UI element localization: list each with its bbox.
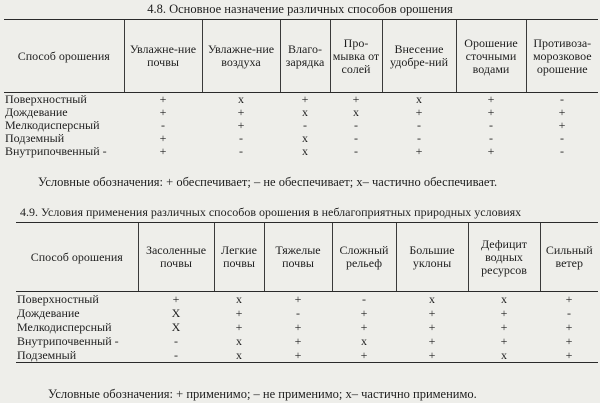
- table-cell: x: [238, 92, 244, 106]
- table-cell: +: [360, 319, 368, 334]
- column-header: Увлажне-ние воздуха: [202, 20, 280, 93]
- table-cell: +: [301, 92, 309, 106]
- table-cell: -: [239, 144, 243, 158]
- table-cell: +: [264, 348, 332, 363]
- table-1-header-row: [4, 20, 598, 93]
- method-name-cell: Внутрипочвенный -: [5, 144, 107, 158]
- table-cell: +: [237, 118, 245, 132]
- table-cell: +: [159, 92, 167, 106]
- method-name-cell: Подземный: [16, 348, 138, 363]
- column-header: Дефицит водных ресурсов: [468, 223, 540, 292]
- table-row: [16, 306, 598, 320]
- table-cell: -: [138, 348, 214, 363]
- table-cell: +: [428, 333, 436, 348]
- table-cell: +: [558, 105, 566, 119]
- table-cell: +: [500, 333, 508, 348]
- table-cell: +: [565, 333, 573, 348]
- table-cell: -: [417, 118, 421, 132]
- table-cell: x: [214, 348, 264, 363]
- irrigation-purpose-table: [4, 19, 598, 158]
- table-cell: +: [294, 319, 302, 334]
- table-cell: x: [302, 144, 308, 158]
- column-header: Орошение сточными водами: [456, 20, 526, 93]
- table-cell: +: [487, 92, 495, 106]
- method-name-cell: Мелкодисперсный: [17, 319, 112, 334]
- method-name-cell: Внутрипочвенный -: [17, 333, 119, 348]
- irrigation-conditions-table: [16, 222, 598, 363]
- table-cell: +: [159, 131, 167, 145]
- table-cell: x: [236, 333, 242, 348]
- table-row: [4, 145, 598, 158]
- table-cell: -: [489, 131, 493, 145]
- column-header: Легкие почвы: [214, 223, 264, 292]
- column-header: Влаго-зарядка: [280, 20, 330, 93]
- table-cell: +: [428, 319, 436, 334]
- column-header: Засоленные почвы: [138, 223, 214, 292]
- table-cell: +: [352, 92, 360, 106]
- table-cell: +: [159, 144, 167, 158]
- table-cell: x: [236, 291, 242, 306]
- method-name-cell: Поверхностный: [5, 92, 87, 106]
- table-cell: +: [565, 319, 573, 334]
- table-row: [4, 119, 598, 132]
- column-header: Способ орошения: [4, 20, 124, 93]
- table-cell: +: [294, 291, 302, 306]
- table-cell: x: [361, 333, 367, 348]
- table-cell: +: [415, 105, 423, 119]
- table-2-header-row: [16, 223, 598, 292]
- table-cell: x: [302, 131, 308, 145]
- method-name-cell: Поверхностный: [17, 291, 99, 306]
- table-cell: +: [565, 291, 573, 306]
- method-name-cell: Подземный: [5, 131, 65, 145]
- table-cell: +: [172, 291, 180, 306]
- table-2-title: 4.9. Условия применения различных способов орошения в неблагоприятных природных условиях: [20, 205, 522, 219]
- column-header: Сильный ветер: [540, 223, 598, 292]
- table-cell: -: [567, 305, 571, 320]
- table-cell: -: [560, 131, 564, 145]
- table-cell: -: [354, 144, 358, 158]
- table-row: [4, 93, 598, 107]
- method-name-cell: Дождевание: [5, 105, 68, 119]
- table-cell: -: [174, 333, 178, 348]
- table-cell: +: [159, 105, 167, 119]
- table-cell: +: [237, 105, 245, 119]
- table-cell: +: [487, 144, 495, 158]
- column-header: Сложный рельеф: [332, 223, 396, 292]
- table-cell: +: [540, 348, 598, 363]
- table-cell: +: [487, 105, 495, 119]
- table-1-title: 4.8. Основное назначение различных способов орошения: [147, 2, 453, 16]
- table-cell: +: [332, 348, 396, 363]
- table-cell: +: [235, 319, 243, 334]
- table-cell: x: [468, 348, 540, 363]
- table-cell: X: [171, 305, 181, 320]
- table-cell: -: [362, 291, 366, 306]
- column-header: Противоза-морозковое орошение: [526, 20, 598, 93]
- column-header: Большие уклоны: [396, 223, 468, 292]
- table-2-legend: Условные обозначения: + применимо; – не применимо; x– частично применимо.: [48, 387, 477, 401]
- table-row: [16, 348, 598, 363]
- table-cell: +: [360, 305, 368, 320]
- table-cell: +: [235, 305, 243, 320]
- table-row: [16, 334, 598, 348]
- table-cell: +: [396, 348, 468, 363]
- column-header: Увлажне-ние почвы: [124, 20, 202, 93]
- table-cell: +: [415, 144, 423, 158]
- column-header: Про-мывка от солей: [330, 20, 382, 93]
- table-cell: x: [501, 291, 507, 306]
- column-header: Тяжелые почвы: [264, 223, 332, 292]
- table-cell: x: [302, 105, 308, 119]
- table-cell: -: [303, 118, 307, 132]
- table-cell: -: [417, 131, 421, 145]
- table-cell: -: [354, 118, 358, 132]
- table-row: [16, 320, 598, 334]
- column-header: Внесение удобре-ний: [382, 20, 456, 93]
- table-cell: -: [560, 144, 564, 158]
- table-cell: -: [354, 131, 358, 145]
- table-cell: x: [416, 92, 422, 106]
- method-name-cell: Дождевание: [17, 305, 80, 320]
- table-cell: +: [428, 305, 436, 320]
- table-cell: -: [161, 118, 165, 132]
- table-cell: -: [560, 92, 564, 106]
- table-cell: X: [171, 319, 181, 334]
- column-header: Способ орошения: [16, 223, 138, 292]
- table-cell: -: [489, 118, 493, 132]
- table-cell: +: [500, 319, 508, 334]
- method-name-cell: Мелкодисперсный: [5, 118, 100, 132]
- table-cell: x: [353, 105, 359, 119]
- table-1-legend: Условные обозначения: + обеспечивает; – не обеспечивает; x– частично обеспечивает.: [38, 175, 498, 189]
- table-cell: x: [429, 291, 435, 306]
- table-cell: +: [294, 333, 302, 348]
- table-cell: +: [558, 118, 566, 132]
- table-cell: +: [500, 305, 508, 320]
- table-cell: -: [296, 305, 300, 320]
- table-cell: -: [239, 131, 243, 145]
- table-row: [16, 292, 598, 307]
